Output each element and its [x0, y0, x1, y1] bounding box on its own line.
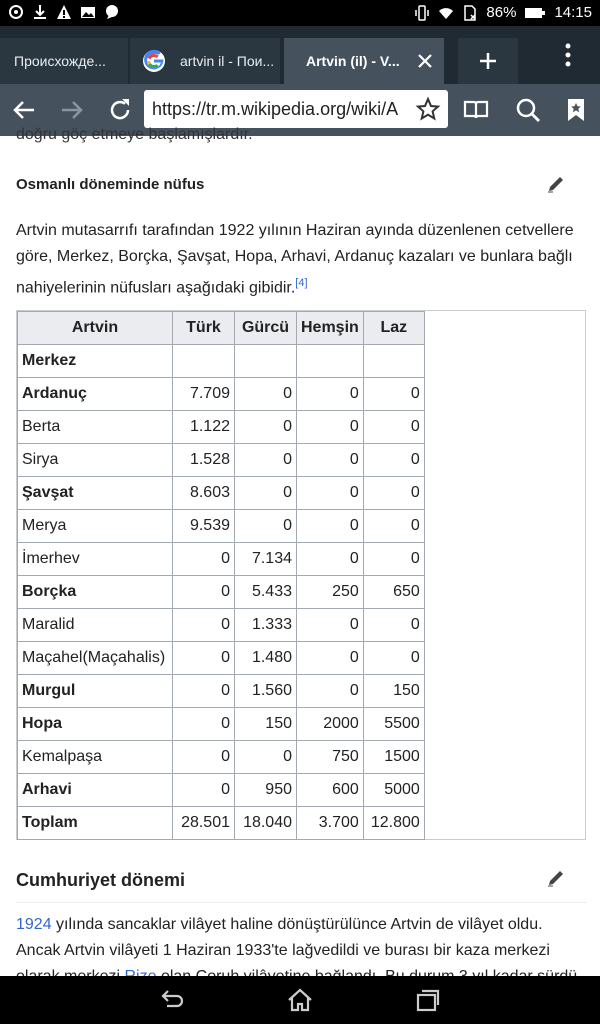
- bookmarks-icon[interactable]: [562, 96, 590, 124]
- header-turk: Türk: [173, 312, 235, 345]
- tab-origin[interactable]: [0, 38, 128, 84]
- cell-value: 0: [297, 543, 364, 576]
- cell-value: 0: [297, 378, 364, 411]
- cell-value: 600: [297, 774, 364, 807]
- cell-value: 5000: [363, 774, 424, 807]
- chat-icon: [104, 4, 120, 20]
- row-name: İmerhev: [18, 543, 173, 576]
- cell-value: 0: [297, 642, 364, 675]
- battery-percent: 86%: [486, 4, 517, 21]
- cell-value: 0: [297, 609, 364, 642]
- table-row: [18, 576, 425, 609]
- cell-value: 0: [235, 378, 297, 411]
- cell-value: 0: [363, 378, 424, 411]
- cell-value: [363, 345, 424, 378]
- cell-value: 28.501: [173, 807, 235, 840]
- tab-label: Artvin (il) - V...: [306, 53, 400, 69]
- tab-google-search[interactable]: [130, 38, 280, 84]
- table-row: [18, 774, 425, 807]
- section-heading-republic: Cumhuriyet dönemi: [16, 870, 186, 890]
- table-row: [18, 477, 425, 510]
- url-text[interactable]: https://tr.m.wikipedia.org/wiki/A: [152, 99, 399, 119]
- row-name: Toplam: [18, 807, 173, 840]
- cell-value: 0: [363, 609, 424, 642]
- search-icon[interactable]: [514, 96, 542, 124]
- table-row: [18, 609, 425, 642]
- cell-value: 0: [235, 741, 297, 774]
- cell-value: 8.603: [173, 477, 235, 510]
- reader-mode-icon[interactable]: [462, 96, 490, 124]
- cell-value: 0: [363, 510, 424, 543]
- row-name: Arhavi: [18, 774, 173, 807]
- battery-icon: [524, 5, 546, 21]
- recents-nav-icon[interactable]: [414, 986, 442, 1014]
- cell-value: [297, 345, 364, 378]
- cell-value: 1.528: [173, 444, 235, 477]
- back-icon[interactable]: [10, 96, 38, 124]
- reference-link[interactable]: [4]: [295, 277, 308, 289]
- cell-value: 0: [173, 543, 235, 576]
- back-nav-icon[interactable]: [158, 986, 186, 1014]
- header-hemsin: Hemşin: [297, 312, 364, 345]
- warning-icon: [56, 4, 72, 20]
- cell-value: 250: [297, 576, 364, 609]
- cell-value: [235, 345, 297, 378]
- row-name: Kemalpaşa: [18, 741, 173, 774]
- wifi-icon: [438, 5, 454, 21]
- row-name: Şavşat: [18, 477, 173, 510]
- cell-value: 650: [363, 576, 424, 609]
- row-name: Hopa: [18, 708, 173, 741]
- cell-value: 1.122: [173, 411, 235, 444]
- cell-value: 18.040: [235, 807, 297, 840]
- edit-pencil-icon[interactable]: [546, 174, 566, 194]
- table-row: [18, 510, 425, 543]
- reload-icon[interactable]: [106, 96, 134, 124]
- cell-value: 1500: [363, 741, 424, 774]
- cell-value: 1.480: [235, 642, 297, 675]
- table-row: [18, 708, 425, 741]
- table-row: [18, 411, 425, 444]
- header-gurcu: Gürcü: [235, 312, 297, 345]
- row-name: Sirya: [18, 444, 173, 477]
- cell-value: 0: [173, 774, 235, 807]
- table-row: [18, 642, 425, 675]
- cell-value: 0: [173, 741, 235, 774]
- table-row: [18, 378, 425, 411]
- cell-value: 5500: [363, 708, 424, 741]
- cell-value: 0: [363, 477, 424, 510]
- cell-value: 7.134: [235, 543, 297, 576]
- cell-value: 0: [173, 609, 235, 642]
- system-nav-bar: [0, 976, 600, 1024]
- edit-pencil-icon[interactable]: [546, 868, 566, 888]
- table-row: [18, 543, 425, 576]
- table-row: [18, 444, 425, 477]
- row-name: Merya: [18, 510, 173, 543]
- row-name: Borçka: [18, 576, 173, 609]
- cell-value: 0: [235, 510, 297, 543]
- cell-value: 7.709: [173, 378, 235, 411]
- population-table: [17, 311, 425, 840]
- row-name: Maralid: [18, 609, 173, 642]
- cell-value: 0: [235, 444, 297, 477]
- row-name: Murgul: [18, 675, 173, 708]
- cell-value: 0: [297, 675, 364, 708]
- cell-value: 750: [297, 741, 364, 774]
- cell-value: 0: [363, 543, 424, 576]
- sync-icon: [8, 4, 24, 20]
- cell-value: 0: [363, 444, 424, 477]
- cell-value: 1.333: [235, 609, 297, 642]
- image-icon: [80, 4, 96, 20]
- cell-value: 0: [173, 642, 235, 675]
- table-header-row: [18, 312, 425, 345]
- cell-value: 0: [235, 411, 297, 444]
- sim-icon: [462, 5, 478, 21]
- row-name: Maçahel(Maçahalis): [18, 642, 173, 675]
- header-laz: Laz: [363, 312, 424, 345]
- cut-off-text: doğru göç etmeye başlamışlardır.: [16, 126, 253, 143]
- cell-value: 150: [235, 708, 297, 741]
- page-content: [0, 126, 600, 976]
- year-link[interactable]: 1924: [16, 916, 52, 933]
- cell-value: 0: [297, 477, 364, 510]
- vibrate-icon: [414, 5, 430, 21]
- google-icon: [142, 49, 166, 73]
- cell-value: 1.560: [235, 675, 297, 708]
- cell-value: [173, 345, 235, 378]
- cell-value: 150: [363, 675, 424, 708]
- forward-icon[interactable]: [58, 96, 86, 124]
- cell-value: 0: [363, 411, 424, 444]
- cell-value: 9.539: [173, 510, 235, 543]
- cell-value: 0: [235, 477, 297, 510]
- cell-value: 0: [173, 708, 235, 741]
- plus-icon: [478, 51, 498, 71]
- cell-value: 12.800: [363, 807, 424, 840]
- cell-value: 5.433: [235, 576, 297, 609]
- section-divider: [16, 902, 586, 903]
- download-icon: [32, 4, 48, 20]
- status-bar: [0, 0, 600, 26]
- cell-value: 0: [297, 411, 364, 444]
- cell-value: 2000: [297, 708, 364, 741]
- intro-paragraph: Artvin mutasarrıfı tarafından 1922 yılının Haziran ayında düzenlenen cetvellere göre, Merkez, Borçka, Şavşat, Hopa, Arhavi, Ardanuç kazaları ve bunlara bağlı nahiyelerinin nüfusları aşağıdaki gibidir.[4]: [16, 222, 574, 297]
- table-row: [18, 345, 425, 378]
- header-artvin: Artvin: [18, 312, 173, 345]
- clock: 14:15: [554, 4, 592, 21]
- cell-value: 0: [297, 510, 364, 543]
- section-heading-ottoman: Osmanlı döneminde nüfus: [16, 176, 205, 193]
- table-row: [18, 675, 425, 708]
- home-nav-icon[interactable]: [286, 986, 314, 1014]
- cell-value: 950: [235, 774, 297, 807]
- bookmark-star-icon[interactable]: [416, 97, 440, 121]
- table-row: [18, 807, 425, 840]
- table-row: [18, 741, 425, 774]
- cell-value: 0: [363, 642, 424, 675]
- republic-paragraph: 1924 yılında sancaklar vilâyet haline dönüştürülünce Artvin de vilâyet oldu. Ancak Artvin vilâyeti 1 Haziran 1933'te lağvedildi ve burası bir kaza merkezi: [16, 912, 586, 990]
- row-name: Ardanuç: [18, 378, 173, 411]
- population-table-container: [16, 310, 586, 840]
- tab-label: Происхожде...: [14, 53, 106, 69]
- row-name: Berta: [18, 411, 173, 444]
- row-name: Merkez: [18, 345, 173, 378]
- cell-value: 0: [297, 444, 364, 477]
- new-tab-button[interactable]: [458, 38, 518, 84]
- close-tab-icon[interactable]: [416, 52, 434, 70]
- overflow-menu-icon[interactable]: [560, 42, 576, 68]
- cell-value: 3.700: [297, 807, 364, 840]
- address-bar[interactable]: [144, 90, 448, 128]
- cell-value: 0: [173, 576, 235, 609]
- tab-artvin-active[interactable]: [284, 38, 444, 84]
- cell-value: 0: [173, 675, 235, 708]
- tab-label: artvin il - Пои...: [180, 53, 275, 69]
